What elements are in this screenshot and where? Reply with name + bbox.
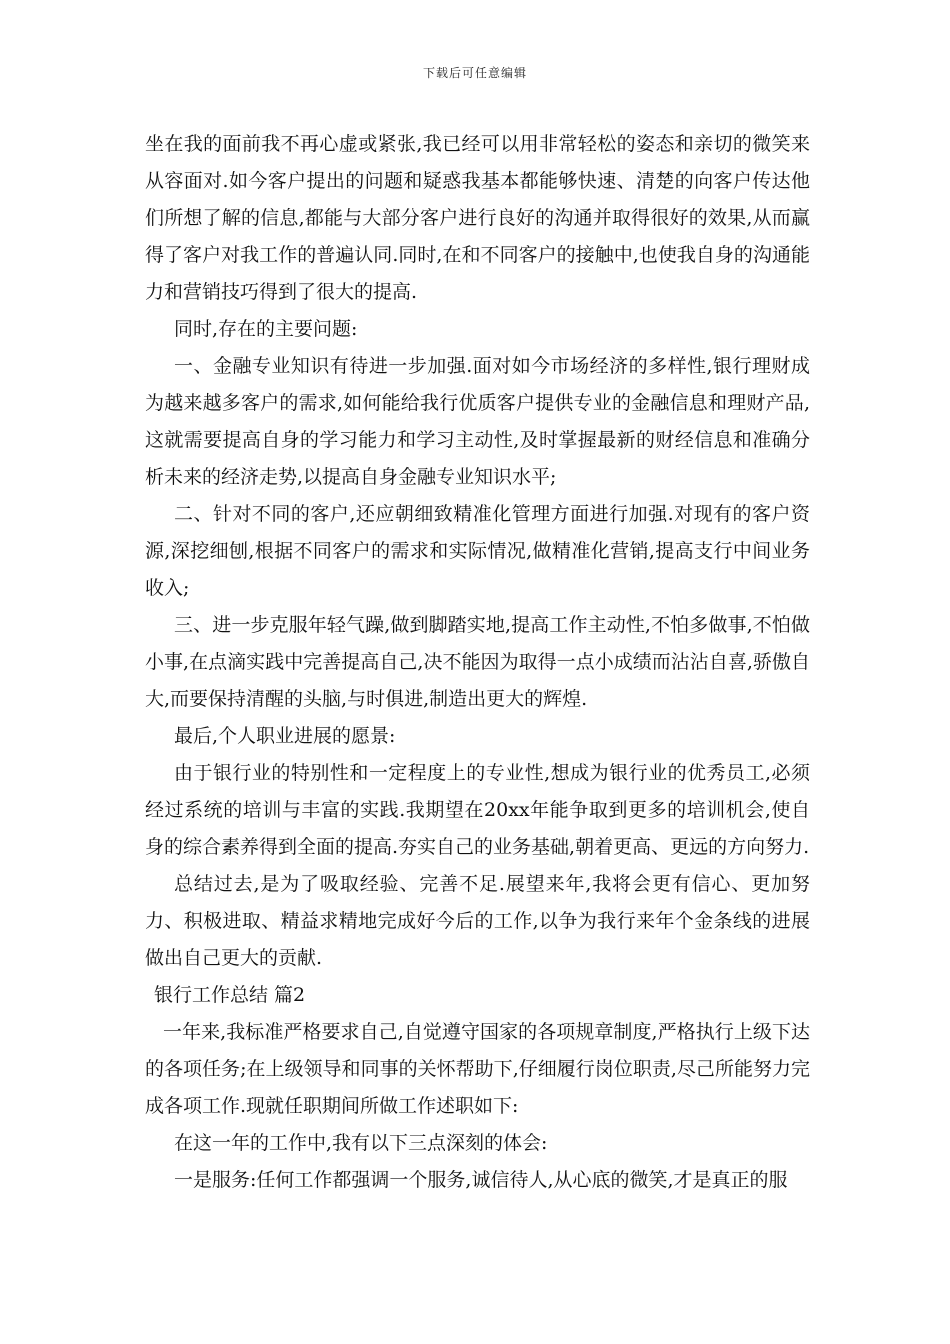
paragraph-intro-2: 一年来,我标准严格要求自己,自觉遵守国家的各项规章制度,严格执行上级下达的各项任务;在上级领导和同事的关怀帮助下,仔细履行岗位职责,尽己所能努力完成各项工作.现就任职期间所做工作述职如下: xyxy=(145,1021,810,1117)
paragraph-vision: 由于银行业的特别性和一定程度上的专业性,想成为银行业的优秀员工,必须经过系统的培训与丰富的实践.我期望在20xx年能争取到更多的培训机会,使自身的综合素养得到全面的提高.夯实自己的业务基础,朝着更高、更远的方向努力. xyxy=(145,762,810,858)
paragraph-vision-intro: 最后,个人职业进展的愿景: xyxy=(174,725,396,747)
paragraph-continued: 坐在我的面前我不再心虚或紧张,我已经可以用非常轻松的姿态和亲切的微笑来从容面对.如今客户提出的问题和疑惑我基本都能够快速、清楚的向客户传达他们所想了解的信息,都能与大部分客户进行良好的沟通并取得很好的效果,从而赢得了客户对我工作的普遍认同.同时,在和不同客户的接触中,也使我自身的沟通能力和营销技巧得到了很大的提高. xyxy=(145,133,810,303)
document-body xyxy=(145,126,810,1199)
paragraph-conclusion: 总结过去,是为了吸取经验、完善不足.展望来年,我将会更有信心、更加努力、积极进取、精益求精地完成好今后的工作,以争为我行来年个金条线的进展做出自己更大的贡献. xyxy=(145,873,810,969)
paragraph-experience-intro: 在这一年的工作中,我有以下三点深刻的体会: xyxy=(174,1132,548,1154)
section-heading: 银行工作总结 篇2 xyxy=(154,984,306,1006)
paragraph-problem-2: 二、针对不同的客户,还应朝细致精准化管理方面进行加强.对现有的客户资源,深挖细刨,根据不同客户的需求和实际情况,做精准化营销,提高支行中间业务收入; xyxy=(145,503,810,599)
page-header: 下载后可任意编辑 xyxy=(422,66,527,80)
paragraph-problems-intro: 同时,存在的主要问题: xyxy=(174,318,358,340)
paragraph-service: 一是服务:任何工作都强调一个服务,诚信待人,从心底的微笑,才是真正的服 xyxy=(174,1169,788,1191)
paragraph-problem-1: 一、金融专业知识有待进一步加强.面对如今市场经济的多样性,银行理财成为越来越多客户的需求,如何能给我行优质客户提供专业的金融信息和理财产品,这就需要提高自身的学习能力和学习主动性,及时掌握最新的财经信息和准确分析未来的经济走势,以提高自身金融专业知识水平; xyxy=(145,355,810,488)
paragraph-problem-3: 三、进一步克服年轻气躁,做到脚踏实地,提高工作主动性,不怕多做事,不怕做小事,在点滴实践中完善提高自己,决不能因为取得一点小成绩而沾沾自喜,骄傲自大,而要保持清醒的头脑,与时俱进,制造出更大的辉煌. xyxy=(145,614,810,710)
